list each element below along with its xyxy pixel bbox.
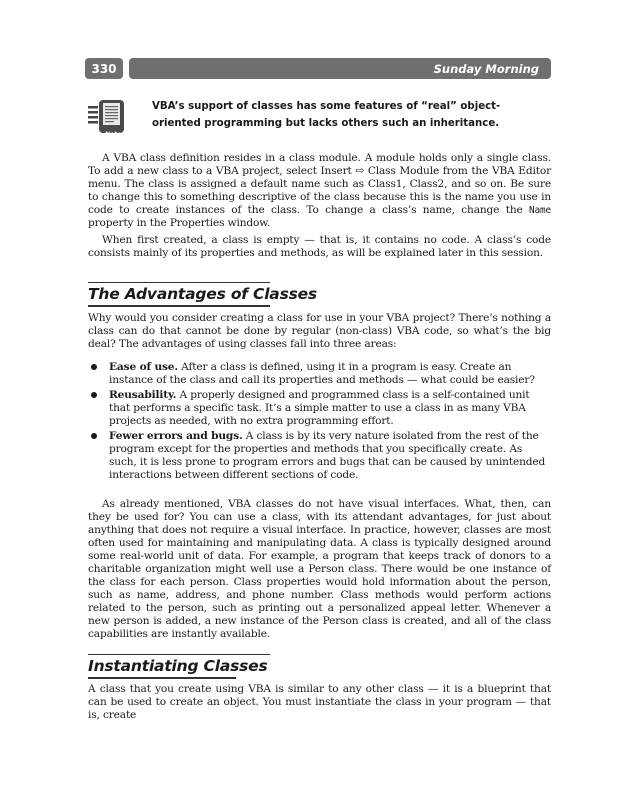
intro-text-a: A VBA class definition resides in a class module. A module holds only a single class. To add a new class to a VBA project, select Insert ⇨ Class Module from the VBA Editor menu. The class is assigned a default name such as Class1, Class2, and so on. Be sure to change this to something descriptive of the class because this is the name you use in code to create instances of the class. To change a class’s name, change the [88,152,551,216]
page-number: 330 [85,58,123,79]
intro-text-b: property in the Properties window. [88,217,271,229]
running-title: Sunday Morning [433,61,539,76]
list-item [88,430,551,482]
section-heading-instantiating: Instantiating Classes [88,657,268,675]
section-underline [88,305,270,307]
section-rule [88,654,270,655]
intro-paragraph-2: When first created, a class is empty — that is, it contains no code. A class’s code consists mainly of its properties and methods, as will be explained later in this session. [88,234,551,259]
bullet-text: After a class is defined, using it in a program is easy. Create an instance of the class and call its properties and methods — what could be easier? [109,361,535,386]
advantages-list [88,361,551,484]
instantiating-text: A class that you create using VBA is similar to any other class — it is a blueprint that can be used to create an object. You must instantiate the class in your program — that is, create [88,683,551,721]
bullet-icon [91,433,97,439]
note-icon-label: Note [105,131,122,138]
code-name: Name [529,205,551,216]
bullet-lead: Reusability. [109,389,177,401]
section-rule [88,282,270,283]
bullet-text: A properly designed and programmed class is a self-contained unit that performs a specific task. It’s a simple matter to use a class in as many VBA projects as needed, with no extra programming effort. [109,389,530,427]
bullet-icon [91,392,97,398]
running-header [129,58,551,79]
intro-paragraph-1 [88,152,551,230]
bullet-lead: Ease of use. [109,361,178,373]
note-icon [88,100,136,140]
note-text: VBA’s support of classes has some features of “real” object-oriented programming but lacks others such an inheritance. [152,101,501,129]
bullet-text: A class is by its very nature isolated from the rest of the program except for the properties and methods that you specifically create. As such, it is less prone to program errors and bugs that can be caused by unintended interactions between different sections of code. [109,430,546,481]
bullet-lead: Fewer errors and bugs. [109,430,243,442]
section-heading-advantages: The Advantages of Classes [88,285,317,303]
list-item [88,389,551,428]
list-item [88,361,551,387]
advantages-closing: As already mentioned, VBA classes do not have visual interfaces. What, then, can they be used for? You can use a class, with its attendant advantages, for just about anything that does not require a visual interface. In practice, however, classes are most often used for maintaining and manipulating data. A class is typically designed around some real-world unit of data. For example, a program that keeps track of donors to a charitable organization might well use a Person class. There would be one instance of the class for each person. Class properties would hold information about the person, such as name, address, and phone number. Class methods would perform actions related to the person, such as printing out a personalized appeal letter. Whenever a new person is added, a new instance of the Person class is created, and all of the class capabilities are instantly available. [88,498,551,640]
advantages-intro: Why would you consider creating a class for use in your VBA project? There’s nothing a class can do that cannot be done by regular (non-class) VBA code, so what’s the big deal? The advantages of using classes fall into three areas: [88,312,551,350]
bullet-icon [91,364,97,370]
section-underline [88,677,236,679]
